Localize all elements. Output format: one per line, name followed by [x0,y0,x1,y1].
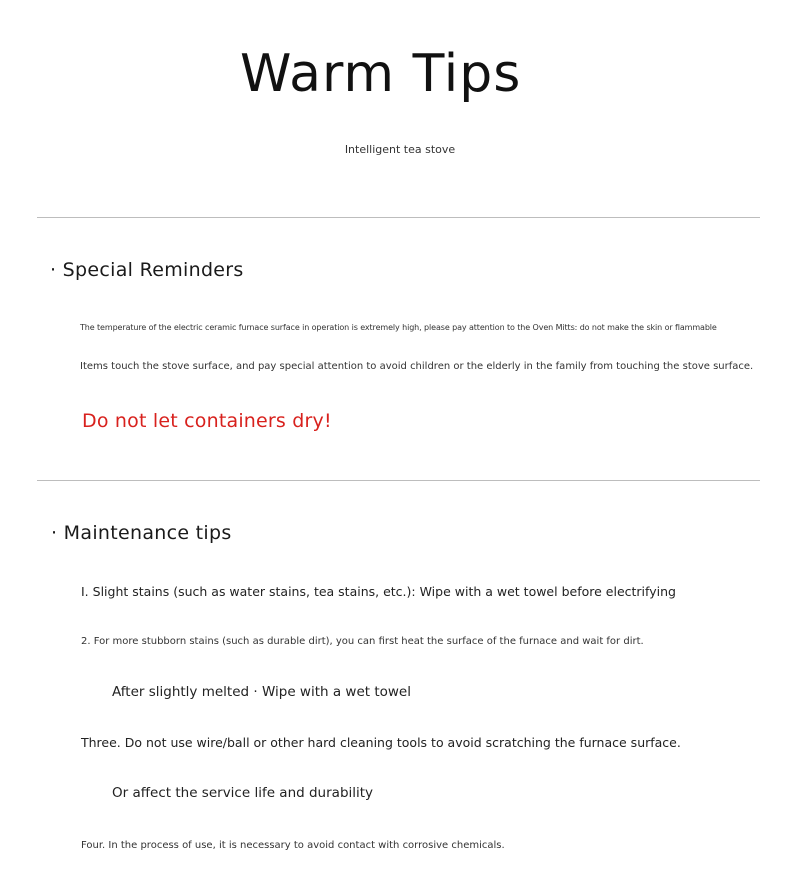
special-reminder-line-2: Items touch the stove surface, and pay special attention to avoid children or the elderly in the family from touching the stove surface. [80,361,754,372]
special-reminders-heading: · Special Reminders [50,259,244,281]
section-divider [37,480,760,481]
dry-container-warning: Do not let containers dry! [82,410,332,432]
special-reminder-line-1: The temperature of the electric ceramic furnace surface in operation is extremely high, please pay attention to the Oven Mitts: do not make the skin or flammable [80,323,717,332]
maintenance-tip-2-continued: After slightly melted · Wipe with a wet towel [112,684,411,700]
maintenance-tips-heading: · Maintenance tips [51,522,232,544]
maintenance-tip-4: Four. In the process of use, it is necessary to avoid contact with corrosive chemicals. [81,840,505,851]
maintenance-tip-3-continued: Or affect the service life and durability [112,785,374,801]
maintenance-tip-1: I. Slight stains (such as water stains, tea stains, etc.): Wipe with a wet towel before electrifying [81,584,676,599]
maintenance-tip-3: Three. Do not use wire/ball or other hard cleaning tools to avoid scratching the furnace surface. [81,735,681,750]
page-subtitle: Intelligent tea stove [344,143,456,156]
maintenance-tip-2: 2. For more stubborn stains (such as durable dirt), you can first heat the surface of the furnace and wait for dirt. [81,636,644,647]
page-title: Warm Tips [240,44,522,104]
section-divider [37,217,760,218]
